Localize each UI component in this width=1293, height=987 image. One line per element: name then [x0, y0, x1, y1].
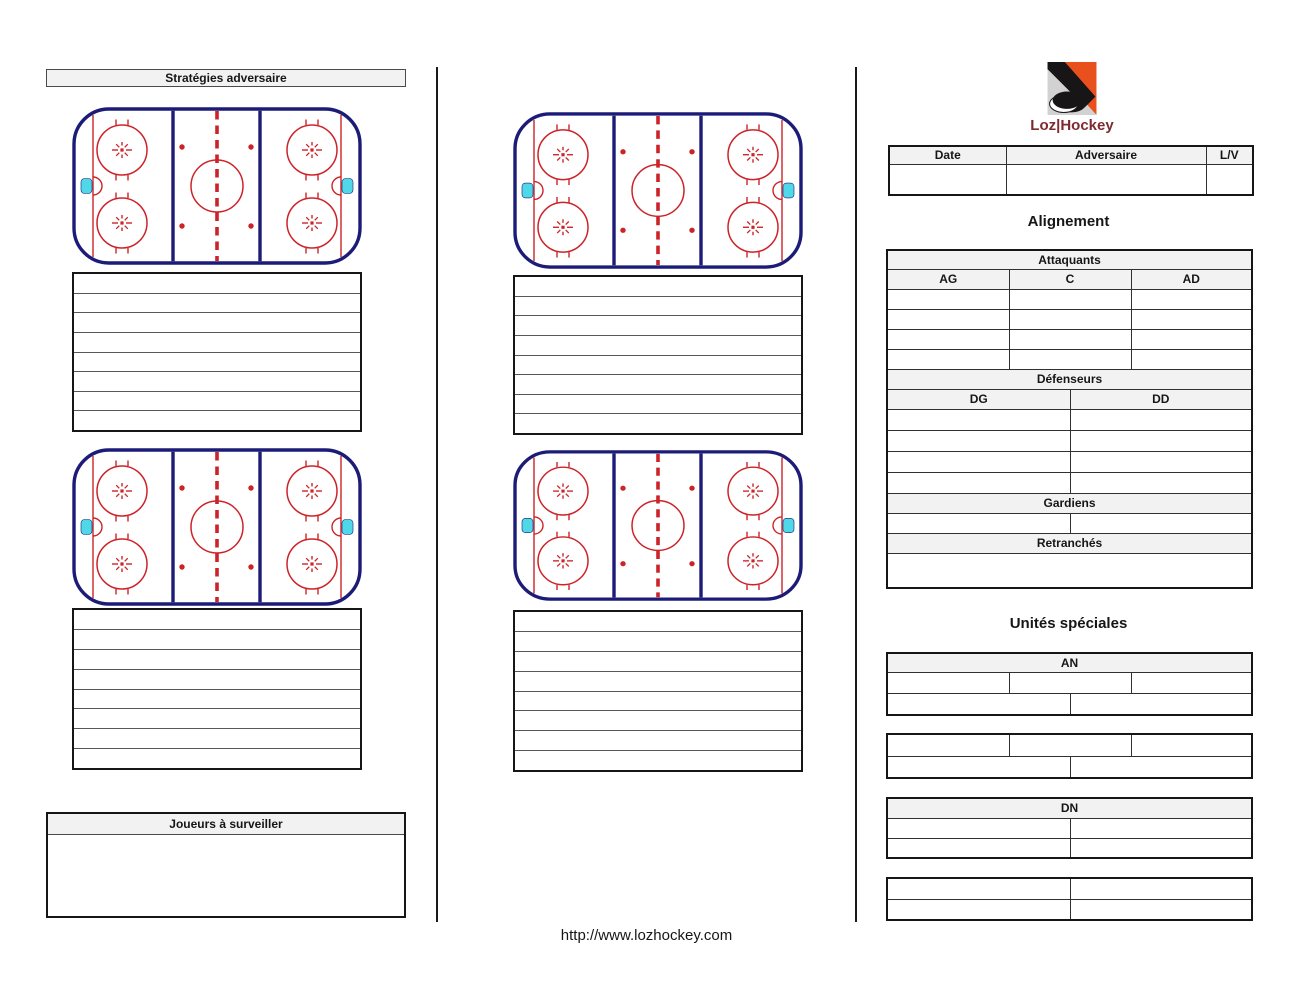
- note-line: [515, 751, 801, 770]
- lineup-empty-cell: [1131, 329, 1252, 349]
- note-line: [74, 709, 360, 729]
- note-line: [74, 411, 360, 430]
- lineup-empty-cell: [1009, 349, 1131, 369]
- note-line: [515, 375, 801, 395]
- lineup-empty-cell: [1006, 164, 1206, 195]
- players-to-watch-body: [48, 835, 404, 916]
- retranches-section-header: Retranchés: [887, 533, 1252, 553]
- lineup-empty-cell: [887, 349, 1009, 369]
- lineup-empty-cell: [887, 878, 1070, 899]
- lineup-empty-cell: [1009, 329, 1131, 349]
- col-header-c: C: [1009, 269, 1131, 289]
- defenseurs-section-header: Défenseurs: [887, 369, 1252, 389]
- lineup-empty-cell: [1206, 164, 1253, 195]
- players-to-watch-header: [48, 814, 404, 835]
- lineup-empty-cell: [887, 451, 1070, 472]
- lineup-empty-cell: [1070, 430, 1252, 451]
- note-line: [74, 353, 360, 373]
- lineup-empty-cell: [1009, 309, 1131, 329]
- penalty-kill-table-2: [886, 877, 1253, 921]
- strategies-title: Stratégies adversaire: [165, 71, 287, 85]
- lineup-empty-cell: [1070, 818, 1252, 838]
- footer-url[interactable]: http://www.lozhockey.com: [560, 927, 733, 944]
- players-to-watch-title: Joueurs à surveiller: [169, 817, 283, 831]
- lineup-empty-cell: [1070, 472, 1252, 493]
- lineup-empty-cell: [1070, 513, 1252, 533]
- lineup-empty-cell: [887, 838, 1070, 858]
- note-line: [515, 356, 801, 376]
- note-line: [515, 672, 801, 692]
- note-line: [74, 372, 360, 392]
- lineup-empty-cell: [1070, 899, 1252, 920]
- col-header-ag: AG: [887, 269, 1009, 289]
- note-line: [515, 277, 801, 297]
- note-line: [74, 650, 360, 670]
- game-info-table: [888, 145, 1254, 196]
- note-line: [74, 274, 360, 294]
- rink-diagram: [72, 448, 362, 606]
- note-line: [74, 392, 360, 412]
- notes-box: [513, 610, 803, 772]
- penalty-kill-section-header: DN: [887, 798, 1252, 818]
- note-line: [515, 632, 801, 652]
- powerplay-section-header: AN: [887, 653, 1252, 672]
- adversaire-header: Adversaire: [1006, 146, 1206, 164]
- col-header-dd: DD: [1070, 389, 1252, 409]
- note-line: [515, 731, 801, 751]
- lineup-empty-cell: [1070, 409, 1252, 430]
- note-line: [515, 652, 801, 672]
- lineup-empty-cell: [887, 289, 1009, 309]
- note-line: [515, 692, 801, 712]
- lineup-empty-cell: [887, 899, 1070, 920]
- lineup-empty-cell: [887, 472, 1070, 493]
- players-to-watch-box: [46, 812, 406, 918]
- lineup-empty-cell: [1070, 878, 1252, 899]
- lineup-empty-cell: [1131, 672, 1252, 693]
- lineup-empty-cell: [1070, 838, 1252, 858]
- note-line: [515, 316, 801, 336]
- hockey-logo-icon: [1047, 62, 1097, 115]
- note-line: [74, 749, 360, 768]
- note-line: [74, 294, 360, 314]
- lineup-empty-cell: [1070, 756, 1252, 778]
- note-line: [515, 297, 801, 317]
- lineup-empty-cell: [887, 409, 1070, 430]
- note-line: [74, 729, 360, 749]
- strategies-header: [46, 69, 406, 87]
- note-line: [74, 630, 360, 650]
- note-line: [74, 333, 360, 353]
- lineup-empty-cell: [887, 756, 1070, 778]
- powerplay-table: [886, 652, 1253, 716]
- col-header-dg: DG: [887, 389, 1070, 409]
- lineup-empty-cell: [1009, 289, 1131, 309]
- column-divider-left: [436, 67, 438, 922]
- notes-box: [513, 275, 803, 435]
- note-line: [515, 612, 801, 632]
- note-line: [74, 313, 360, 333]
- col-header-ad: AD: [1131, 269, 1252, 289]
- gardiens-section-header: Gardiens: [887, 493, 1252, 513]
- lineup-empty-cell: [887, 672, 1009, 693]
- brand-name: Loz|Hockey: [1030, 117, 1114, 134]
- rink-diagram: [72, 107, 362, 265]
- note-line: [515, 711, 801, 731]
- lineup-empty-cell: [1070, 451, 1252, 472]
- lineup-empty-cell: [1131, 289, 1252, 309]
- notes-box: [72, 608, 362, 770]
- lineup-empty-cell: [1009, 734, 1131, 756]
- attaquants-section-header: Attaquants: [887, 250, 1252, 269]
- lineup-empty-cell: [889, 164, 1006, 195]
- lineup-empty-cell: [1009, 672, 1131, 693]
- lineup-empty-cell: [887, 553, 1252, 588]
- lineup-empty-cell: [887, 693, 1070, 715]
- powerplay-table-2: [886, 733, 1253, 779]
- lineup-empty-cell: [887, 309, 1009, 329]
- lineup-empty-cell: [887, 329, 1009, 349]
- notes-box: [72, 272, 362, 432]
- note-line: [515, 336, 801, 356]
- lineup-empty-cell: [887, 513, 1070, 533]
- lineup-empty-cell: [1131, 349, 1252, 369]
- rink-diagram: [513, 450, 803, 601]
- lineup-empty-cell: [887, 818, 1070, 838]
- lineup-empty-cell: [1131, 734, 1252, 756]
- penalty-kill-table: [886, 797, 1253, 859]
- note-line: [74, 670, 360, 690]
- alignement-table: [886, 249, 1253, 589]
- win-loss-header: L/V: [1206, 146, 1253, 164]
- lineup-empty-cell: [1070, 693, 1252, 715]
- note-line: [515, 414, 801, 433]
- date-header: Date: [889, 146, 1006, 164]
- alignement-title: Alignement: [1027, 213, 1110, 230]
- lineup-empty-cell: [1131, 309, 1252, 329]
- lineup-empty-cell: [887, 430, 1070, 451]
- note-line: [515, 395, 801, 415]
- note-line: [74, 610, 360, 630]
- lineup-empty-cell: [887, 734, 1009, 756]
- note-line: [74, 690, 360, 710]
- special-units-title: Unités spéciales: [1009, 615, 1128, 632]
- rink-diagram: [513, 112, 803, 269]
- column-divider-right: [855, 67, 857, 922]
